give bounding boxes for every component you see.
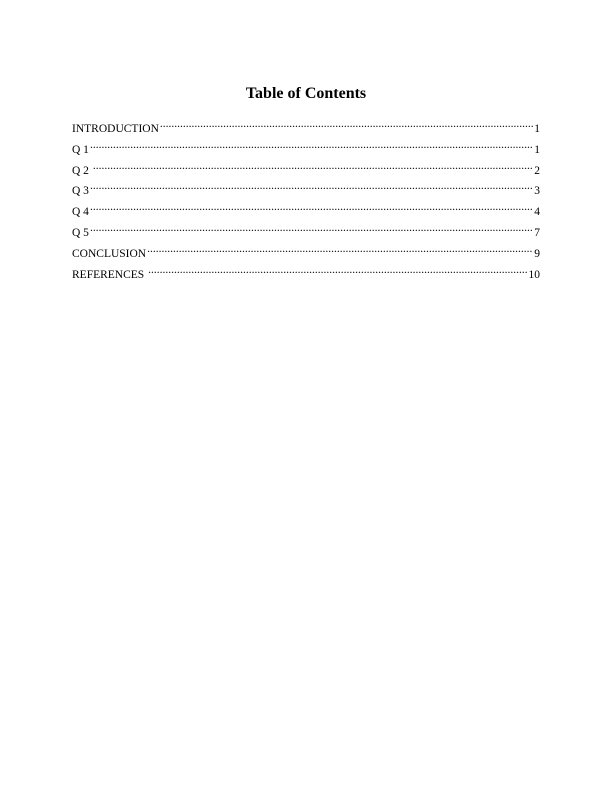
toc-entry-q4[interactable] bbox=[72, 199, 540, 220]
toc-entry-page-number: 1 bbox=[534, 143, 540, 156]
toc-dot-leader bbox=[90, 137, 533, 153]
toc-entry-q5[interactable] bbox=[72, 220, 540, 241]
toc-dot-leader bbox=[93, 158, 533, 174]
toc-dot-leader bbox=[90, 199, 533, 215]
toc-entry-page-number: 3 bbox=[534, 185, 540, 198]
toc-entry-page-number: 9 bbox=[534, 247, 540, 260]
toc-entry-q3[interactable] bbox=[72, 178, 540, 199]
toc-entry-conclusion[interactable] bbox=[72, 241, 540, 262]
toc-dot-leader bbox=[147, 241, 533, 257]
toc-dot-leader bbox=[90, 178, 533, 194]
toc-entry-q1[interactable] bbox=[72, 137, 540, 158]
toc-entry-label: REFERENCES bbox=[72, 268, 148, 281]
toc-entry-page-number: 2 bbox=[534, 164, 540, 177]
toc-entry-label: Q 3 bbox=[72, 185, 89, 198]
toc-entry-label: Q 4 bbox=[72, 206, 89, 219]
toc-entry-introduction[interactable] bbox=[72, 116, 540, 137]
toc-entry-page-number: 1 bbox=[534, 123, 540, 135]
toc-list bbox=[72, 116, 540, 282]
toc-entry-label: Q 1 bbox=[72, 143, 89, 156]
toc-entry-references[interactable] bbox=[72, 262, 540, 283]
toc-entry-page-number: 7 bbox=[534, 226, 540, 239]
toc-entry-label: CONCLUSION bbox=[72, 247, 147, 260]
toc-entry-label: INTRODUCTION bbox=[72, 123, 159, 135]
toc-entry-page-number: 4 bbox=[534, 206, 540, 219]
toc-entry-label: Q 5 bbox=[72, 226, 89, 239]
toc-entry-page-number: 10 bbox=[528, 268, 540, 281]
toc-dot-leader bbox=[148, 262, 527, 278]
toc-dot-leader bbox=[160, 116, 533, 132]
toc-dot-leader bbox=[90, 220, 533, 236]
toc-entry-q2[interactable] bbox=[72, 158, 540, 179]
toc-title: Table of Contents bbox=[245, 85, 367, 102]
toc-entry-label: Q 2 bbox=[72, 164, 92, 177]
